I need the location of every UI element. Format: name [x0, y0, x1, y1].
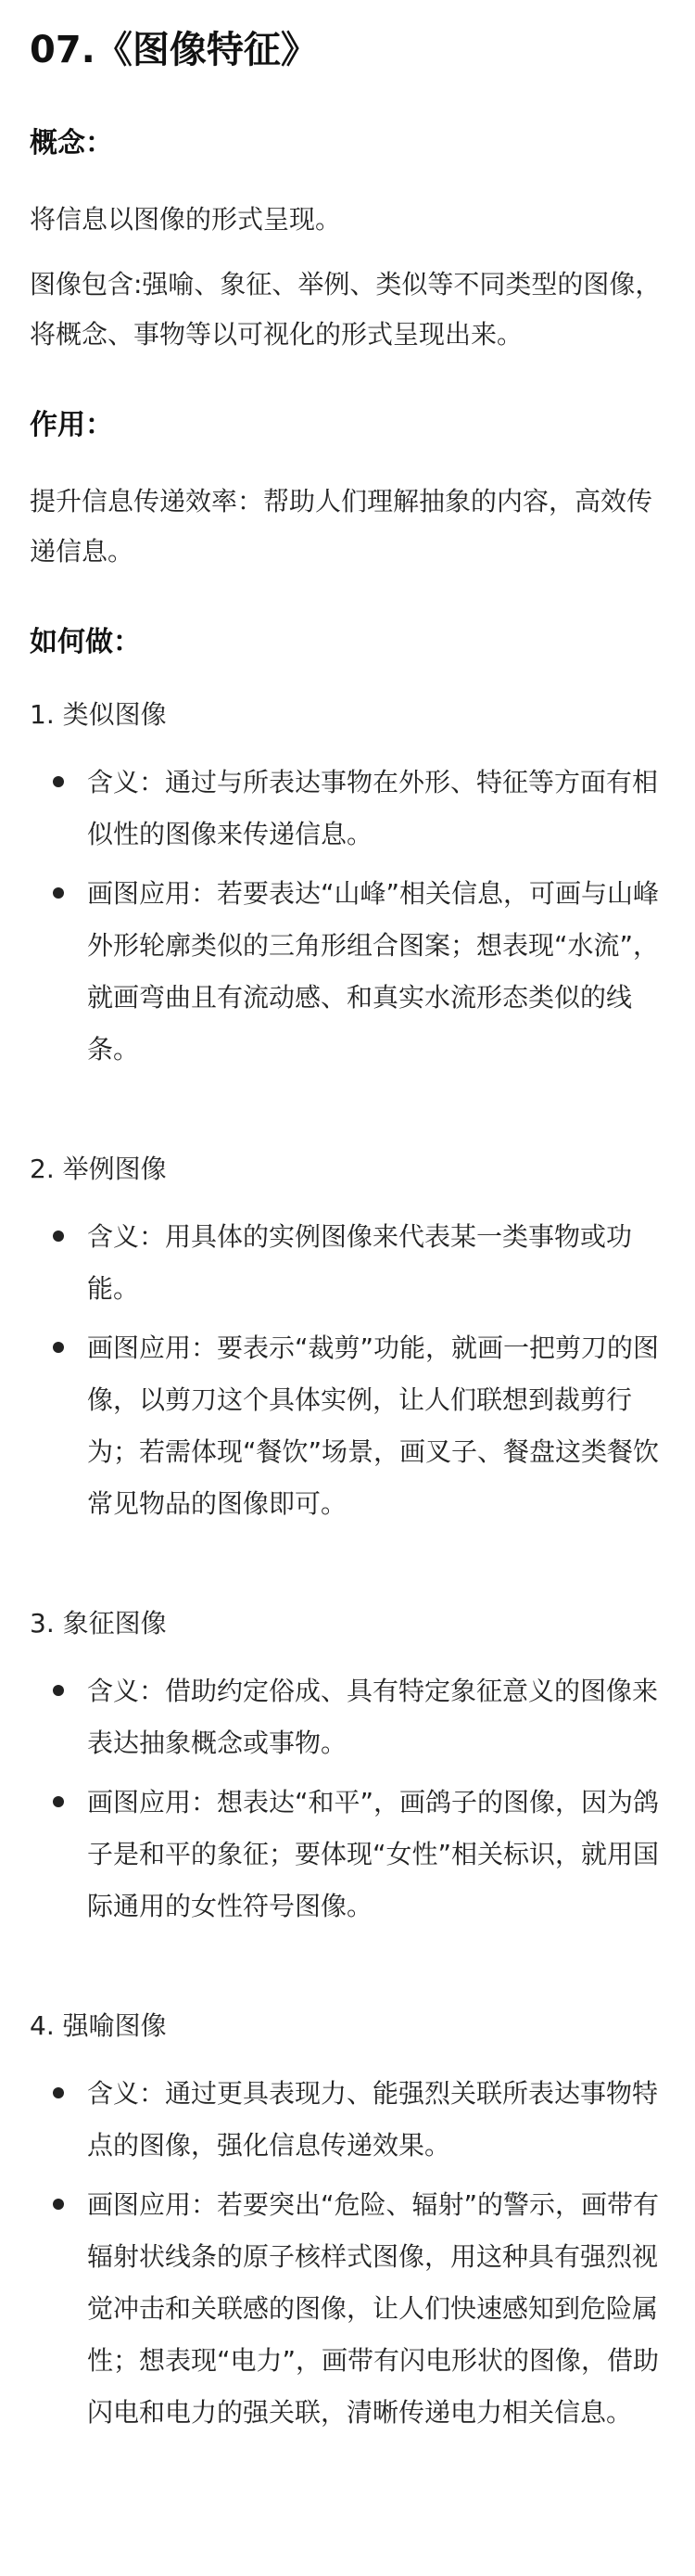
list-item-text: 画图应用：若要突出“危险、辐射”的警示，画带有辐射状线条的原子核样式图像，用这种具有强烈视觉冲击和关联感的图像，让人们快速感知到危险属性；想表现“电力”，画带有闪电形状的图像，借助闪电和电力的强关联，清晰传递电力相关信息。	[87, 2189, 660, 2428]
list-item	[30, 2179, 665, 2439]
list-item-text: 含义：通过更具表现力、能强烈关联所表达事物特点的图像，强化信息传递效果。	[87, 2078, 659, 2161]
bullet-list	[30, 1665, 665, 1932]
list-item-text: 画图应用：要表示“裁剪”功能，就画一把剪刀的图像，以剪刀这个具体实例，让人们联想到裁剪行为；若需体现“餐饮”场景，画叉子、餐盘这类餐饮常见物品的图像即可。	[87, 1333, 660, 1519]
bullet-list	[30, 1211, 665, 1530]
list-item	[30, 2068, 665, 2172]
bullet-list	[30, 757, 665, 1076]
bullet-dot-icon	[53, 2087, 64, 2098]
list-item	[30, 1322, 665, 1530]
purpose-section	[30, 404, 665, 577]
method-title: 3. 象征图像	[30, 1608, 167, 1639]
purpose-paragraph: 提升信息传递效率：帮助人们理解抽象的内容，高效传递信息。	[30, 486, 653, 567]
bullet-dot-icon	[53, 776, 64, 787]
bullet-dot-icon	[53, 1685, 64, 1696]
method-example-image	[30, 1148, 665, 1530]
page-title: 07.《图像特征》	[30, 29, 318, 71]
method-similar-image	[30, 694, 665, 1076]
bullet-dot-icon	[53, 887, 64, 899]
list-item-text: 画图应用：想表达“和平”，画鸽子的图像，因为鸽子是和平的象征；要体现“女性”相关标识，就用国际通用的女性符号图像。	[87, 1787, 660, 1921]
concept-paragraph: 将信息以图像的形式呈现。	[30, 204, 342, 235]
method-title: 4. 强喻图像	[30, 2010, 167, 2041]
method-symbol-image	[30, 1602, 665, 1932]
concept-section	[30, 122, 665, 360]
list-item-text: 含义：借助约定俗成、具有特定象征意义的图像来表达抽象概念或事物。	[87, 1676, 659, 1758]
list-item-text: 画图应用：若要表达“山峰”相关信息，可画与山峰外形轮廓类似的三角形组合图案；想表现“水流”，就画弯曲且有流动感、和真实水流形态类似的线条。	[87, 878, 660, 1065]
bullet-dot-icon	[53, 1796, 64, 1807]
concept-heading: 概念：	[30, 127, 113, 159]
list-item	[30, 1211, 665, 1315]
howto-heading: 如何做：	[30, 626, 141, 658]
howto-section	[30, 621, 665, 2439]
bullet-dot-icon	[53, 1231, 64, 1242]
list-item	[30, 1665, 665, 1769]
list-item	[30, 757, 665, 861]
bullet-dot-icon	[53, 2199, 64, 2210]
list-item-text: 含义：用具体的实例图像来代表某一类事物或功能。	[87, 1221, 633, 1304]
method-title: 1. 类似图像	[30, 699, 167, 730]
purpose-heading: 作用：	[30, 409, 113, 441]
bullet-dot-icon	[53, 1342, 64, 1353]
list-item	[30, 868, 665, 1076]
bullet-list	[30, 2068, 665, 2439]
method-title: 2. 举例图像	[30, 1154, 167, 1184]
list-item	[30, 1777, 665, 1932]
method-strong-metaphor-image	[30, 2005, 665, 2439]
list-item-text: 含义：通过与所表达事物在外形、特征等方面有相似性的图像来传递信息。	[87, 767, 659, 849]
concept-paragraph: 图像包含:强喻、象征、举例、类似等不同类型的图像，将概念、事物等以可视化的形式呈现出来。	[30, 269, 662, 350]
